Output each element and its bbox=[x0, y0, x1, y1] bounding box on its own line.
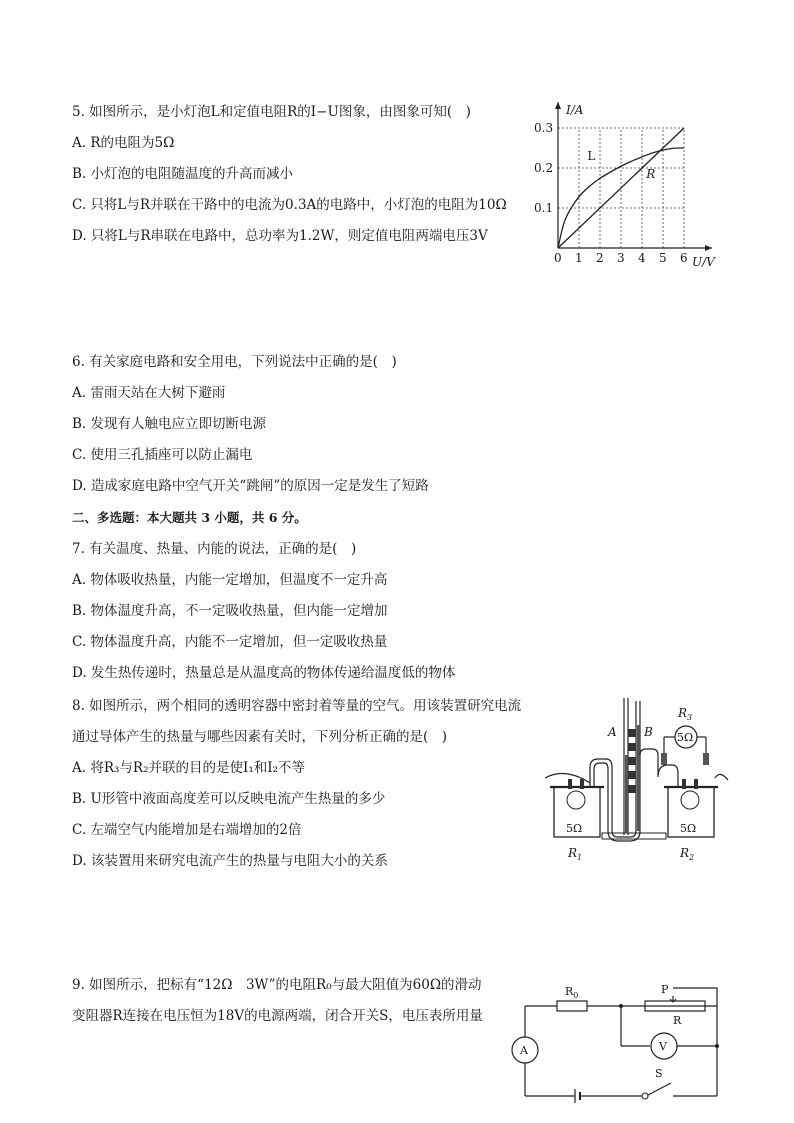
q9-stem-line2: 变阻器R连接在电压恒为18V的电源两端，闭合开关S，电压表所用量 bbox=[72, 1008, 483, 1024]
r0-label: $R_0$ bbox=[565, 985, 579, 1000]
circuit-diagram-figure bbox=[505, 980, 730, 1105]
q9-stem-line1: 9. 如图所示，把标有“12Ω 3W”的电阻R₀与最大阻值为60Ω的滑动 bbox=[72, 977, 482, 993]
switch-label: S bbox=[655, 1067, 663, 1080]
q8-option-a: A. 将R₃与R₂并联的目的是使I₁和I₂不等 bbox=[72, 760, 305, 776]
x-tick-label: 6 bbox=[680, 251, 688, 265]
iu-chart bbox=[528, 98, 728, 270]
q6-option-c: C. 使用三孔插座可以防止漏电 bbox=[72, 447, 253, 463]
y-tick-label: 0.1 bbox=[534, 201, 554, 215]
x-axis-arrow bbox=[705, 245, 712, 251]
x-tick-label: 4 bbox=[638, 251, 646, 265]
q8-option-d: D. 该装置用来研究电流产生的热量与电阻大小的关系 bbox=[72, 853, 388, 869]
q5-stem: 5. 如图所示，是小灯泡L和定值电阻R的I−U图象，由图象可知( ) bbox=[72, 104, 471, 120]
series-label-R: R bbox=[646, 167, 656, 181]
q7-option-a: A. 物体吸收热量，内能一定增加，但温度不一定升高 bbox=[72, 572, 388, 588]
section-heading: 二、多选题：本大题共 3 小题，共 6 分。 bbox=[72, 510, 307, 525]
q6-option-b: B. 发现有人触电应立即切断电源 bbox=[72, 416, 267, 432]
rheostat-label: R bbox=[673, 1014, 682, 1027]
q5-option-c: C. 只将L与R并联在干路中的电流为0.3A的电路中，小灯泡的电阻为10Ω bbox=[72, 197, 507, 213]
x-tick-label: 2 bbox=[596, 251, 604, 265]
slider-label-p: P bbox=[661, 983, 669, 996]
q6-stem: 6. 有关家庭电路和安全用电，下列说法中正确的是( ) bbox=[72, 354, 397, 370]
x-axis-label: U/V bbox=[692, 255, 715, 269]
r1-label: $R_1$ bbox=[568, 846, 583, 862]
q7-option-c: C. 物体温度升高，内能不一定增加，但一定吸收热量 bbox=[72, 634, 388, 650]
y-axis-arrow bbox=[555, 102, 561, 109]
tube-label-a: A bbox=[608, 725, 617, 739]
q8-stem-line2: 通过导体产生的热量与哪些因素有关时，下列分析正确的是( ) bbox=[72, 729, 448, 745]
q7-stem: 7. 有关温度、热量、内能的说法，正确的是( ) bbox=[72, 541, 357, 557]
q6-option-a: A. 雷雨天站在大树下避雨 bbox=[72, 385, 226, 401]
q8-option-c: C. 左端空气内能增加是右端增加的2倍 bbox=[72, 822, 302, 838]
y-tick-label: 0.3 bbox=[534, 121, 554, 135]
q8-stem-line1: 8. 如图所示，两个相同的透明容器中密封着等量的空气。用该装置研究电流 bbox=[72, 698, 522, 714]
r3-value: 5Ω bbox=[677, 731, 694, 744]
x-tick-label: 1 bbox=[575, 251, 583, 265]
q5-option-a: A. R的电阻为5Ω bbox=[72, 135, 175, 151]
y-axis-label: I/A bbox=[566, 103, 584, 117]
x-tick-label: 5 bbox=[659, 251, 667, 265]
q6-option-d: D. 造成家庭电路中空气开关“跳闸”的原因一定是发生了短路 bbox=[72, 478, 429, 494]
series-label-L: L bbox=[587, 149, 596, 163]
right-resistor-value: 5Ω bbox=[680, 822, 697, 835]
q7-option-d: D. 发生热传递时，热量总是从温度高的物体传递给温度低的物体 bbox=[72, 665, 456, 681]
voltmeter-label: V bbox=[659, 1040, 667, 1053]
r3-label: $R_3$ bbox=[678, 706, 693, 722]
y-tick-label: 0.2 bbox=[534, 161, 554, 175]
r2-label: $R_2$ bbox=[680, 846, 695, 862]
q7-option-b: B. 物体温度升高，不一定吸收热量，但内能一定增加 bbox=[72, 603, 388, 619]
ammeter-label: A bbox=[520, 1044, 528, 1057]
q5-option-b: B. 小灯泡的电阻随温度的升高而减小 bbox=[72, 166, 294, 182]
q5-option-d: D. 只将L与R串联在电路中，总功率为1.2W，则定值电阻两端电压3V bbox=[72, 228, 488, 244]
left-resistor-value: 5Ω bbox=[566, 822, 583, 835]
tube-label-b: B bbox=[644, 725, 653, 739]
x-tick-label: 3 bbox=[617, 251, 625, 265]
joule-heating-apparatus-figure bbox=[540, 695, 730, 870]
r0-resistor bbox=[557, 1001, 587, 1011]
x-tick-label: 0 bbox=[554, 251, 562, 265]
switch bbox=[648, 1083, 671, 1095]
q8-option-b: B. U形管中液面高度差可以反映电流产生热量的多少 bbox=[72, 791, 386, 807]
